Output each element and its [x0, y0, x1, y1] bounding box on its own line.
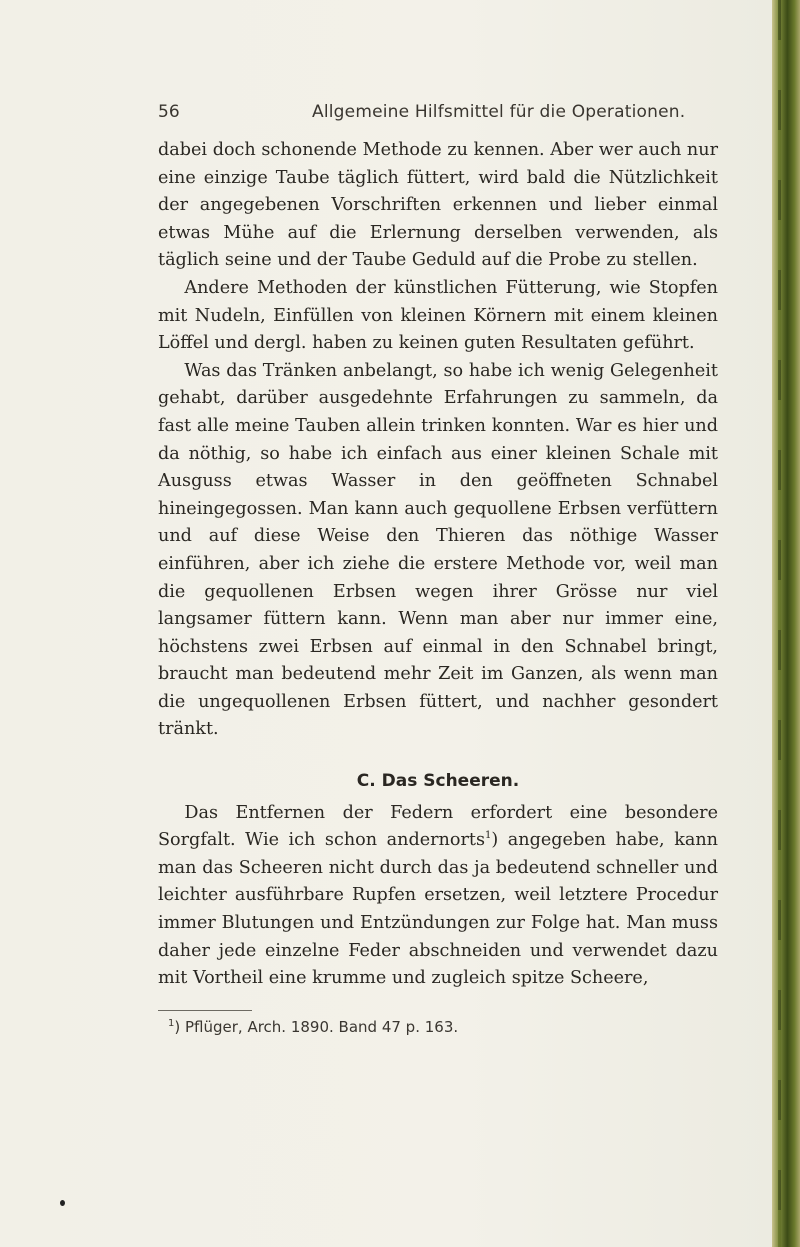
- footnote-reference: 1: [484, 830, 492, 842]
- footnote-text: ) Pflüger, Arch. 1890. Band 47 p. 163.: [174, 1018, 459, 1036]
- running-title: Allgemeine Hilfsmittel für die Operationen.: [312, 102, 686, 122]
- page-number: 56: [158, 102, 180, 122]
- running-header: [158, 102, 718, 132]
- paragraph-1: dabei doch schonende Methode zu kennen. Aber wer auch nur eine einzige Taube täglich füttert, wird bald die Nützlichkeit der angegebenen Vorschriften erkennen und lieber einmal etwas Mühe auf die Erlernung derselben verwenden, als täglich seine und der Taube Geduld auf die Probe zu stellen.: [158, 140, 718, 271]
- paragraph-3: Was das Tränken anbelangt, so habe ich wenig Gelegenheit gehabt, darüber ausgedehnte Erfahrungen zu sammeln, da fast alle meine Tauben allein trinken konnten. War es hier und da nöthig, so habe ich einfach aus einer kleinen Schale mit Ausguss etwas Wasser in den geöffneten Schnabel hineingegossen. Man kann auch gequollene Erbsen verfüttern und auf diese Weise den Thieren das nöthige Wasser einführen, aber ich ziehe die erstere Methode vor, weil man die gequollenen Erbsen wegen ihrer Grösse nur viel langsamer füttern kann. Wenn man aber nur immer eine, höchstens zwei Erbsen auf einmal in den Schnabel bringt, braucht man bedeutend mehr Zeit im Ganzen, als wenn man die ungequollenen Erbsen füttert, und nachher gesondert tränkt.: [158, 360, 718, 740]
- footnote-rule: [158, 1010, 252, 1011]
- section-paragraph-1-start: Das Entfernen der Federn erfordert eine besondere Sorgfalt. Wie ich schon andernorts: [158, 802, 718, 851]
- section-paragraph-1: [158, 800, 718, 993]
- section-heading: C. Das Scheeren.: [356, 771, 520, 792]
- book-edge: [772, 0, 800, 1247]
- body-text: [158, 137, 718, 993]
- paragraph-2: Andere Methoden der künstlichen Fütterung, wie Stopfen mit Nudeln, Einfüllen von kleinen Körnern mit einem kleinen Löffel und dergl. haben zu keinen guten Resultaten geführt.: [158, 277, 718, 354]
- footnote: [168, 1018, 728, 1036]
- section-paragraph-1-end: ) angegeben habe, kann man das Scheeren nicht durch das ja bedeutend schneller und leichter ausführbare Rupfen ersetzen, weil letztere Procedur immer Blutungen und Entzündungen zur Folge hat. Man muss daher jede einzelne Feder abschneiden und verwendet dazu mit Vortheil eine krumme und zugleich spitze Scheere,: [158, 830, 719, 989]
- ink-speck: [60, 1200, 65, 1206]
- footnote-marker: 1: [168, 1018, 175, 1029]
